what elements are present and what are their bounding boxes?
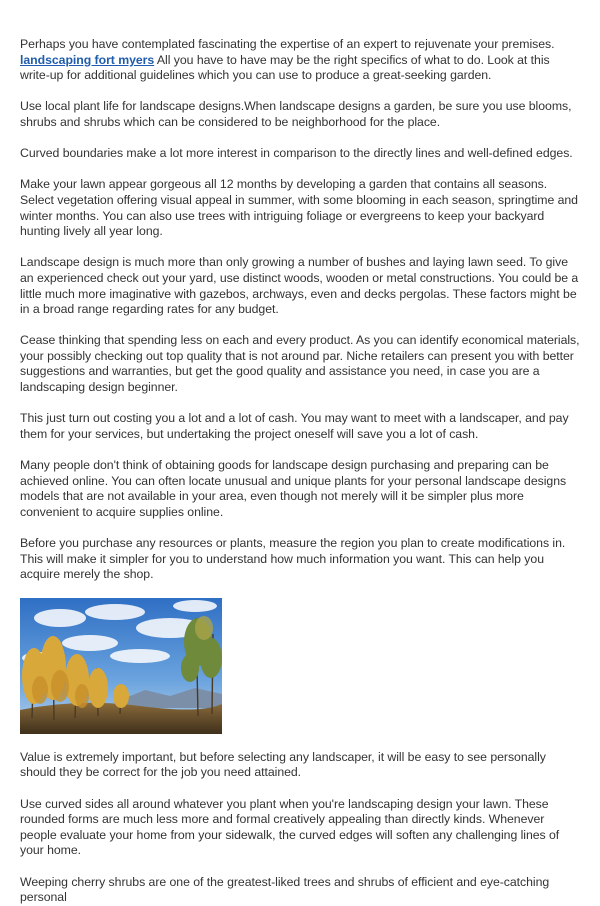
intro-text-before: Perhaps you have contemplated fascinating the expertise of an expert to rejuvenate your premises. [20, 37, 555, 51]
paragraph-quality: Cease thinking that spending less on each and every product. As you can identify economical materials, your possibly checking out top quality that is not around par. Niche retailers can present you with better suggestions and warranties, but get the good quality and assistance you need, in case you are a landscaping design beginner. [20, 333, 580, 395]
paragraph-cost: This just turn out costing you a lot and a lot of cash. You may want to meet with a landscaper, and pay them for your services, but undertaking the project oneself will save you a lot of cash. [20, 411, 569, 441]
intro-text-after: All you have to have may be the right specifics of what to do. Look at this write-up for additional guidelines which you can use to produce a great-seeking garden. [20, 52, 550, 83]
paragraph-curved-boundaries: Curved boundaries make a lot more interest in comparison to the directly lines and well-defined edges. [20, 146, 573, 161]
document-body [20, 37, 580, 906]
paragraph-weeping-cherry: Weeping cherry shrubs are one of the greatest-liked trees and shrubs of efficient and eye-catching personal [20, 874, 550, 905]
paragraph-measure: Before you purchase any resources or plants, measure the region you plan to create modifications in. This will make it simpler for you to understand how much information you want. This can help you acquire merely the shop. [20, 536, 566, 582]
paragraph-local-plants: Use local plant life for landscape designs.When landscape designs a garden, be sure you use blooms, shrubs and shrubs which can be considered to be neighborhood for the place. [20, 99, 572, 129]
autumn-trees-photo [20, 598, 222, 734]
paragraph-intro [20, 37, 580, 84]
paragraph-all-seasons: Make your lawn appear gorgeous all 12 months by developing a garden that contains all seasons. Select vegetation offering visual appeal in summer, with some blooming in each season, springtime and winter months. You can also use trees with intriguing foliage or evergreens to keep your backyard hunting lively all year long. [20, 177, 578, 239]
paragraph-value: Value is extremely important, but before selecting any landscaper, it will be easy to see personally should they be correct for the job you need attained. [20, 749, 546, 780]
paragraph-structures: Landscape design is much more than only growing a number of bushes and laying lawn seed. To give an experienced check out your yard, use distinct woods, wooden or metal constructions. You could be a little much more imaginative with gazebos, archways, even and decks pergolas. These factors might be in a broad range regarding rates for any budget. [20, 255, 579, 317]
paragraph-online: Many people don't think of obtaining goods for landscape design purchasing and preparing can be achieved online. You can often locate unusual and unique plants for your personal landscape designs models that are not available in your area, even though not merely will it be simpler plus more convenient to acquire supplies online. [20, 458, 567, 519]
paragraph-curved-sides: Use curved sides all around whatever you plant when you're landscaping design your lawn. These rounded forms are much less more and formal creatively appealing than directly kinds. Whenever people evaluate your home from your sidewalk, the curved edges will soften any challenging lines of your home. [20, 796, 560, 858]
landscaping-fort-myers-link[interactable]: landscaping fort myers [20, 52, 155, 67]
